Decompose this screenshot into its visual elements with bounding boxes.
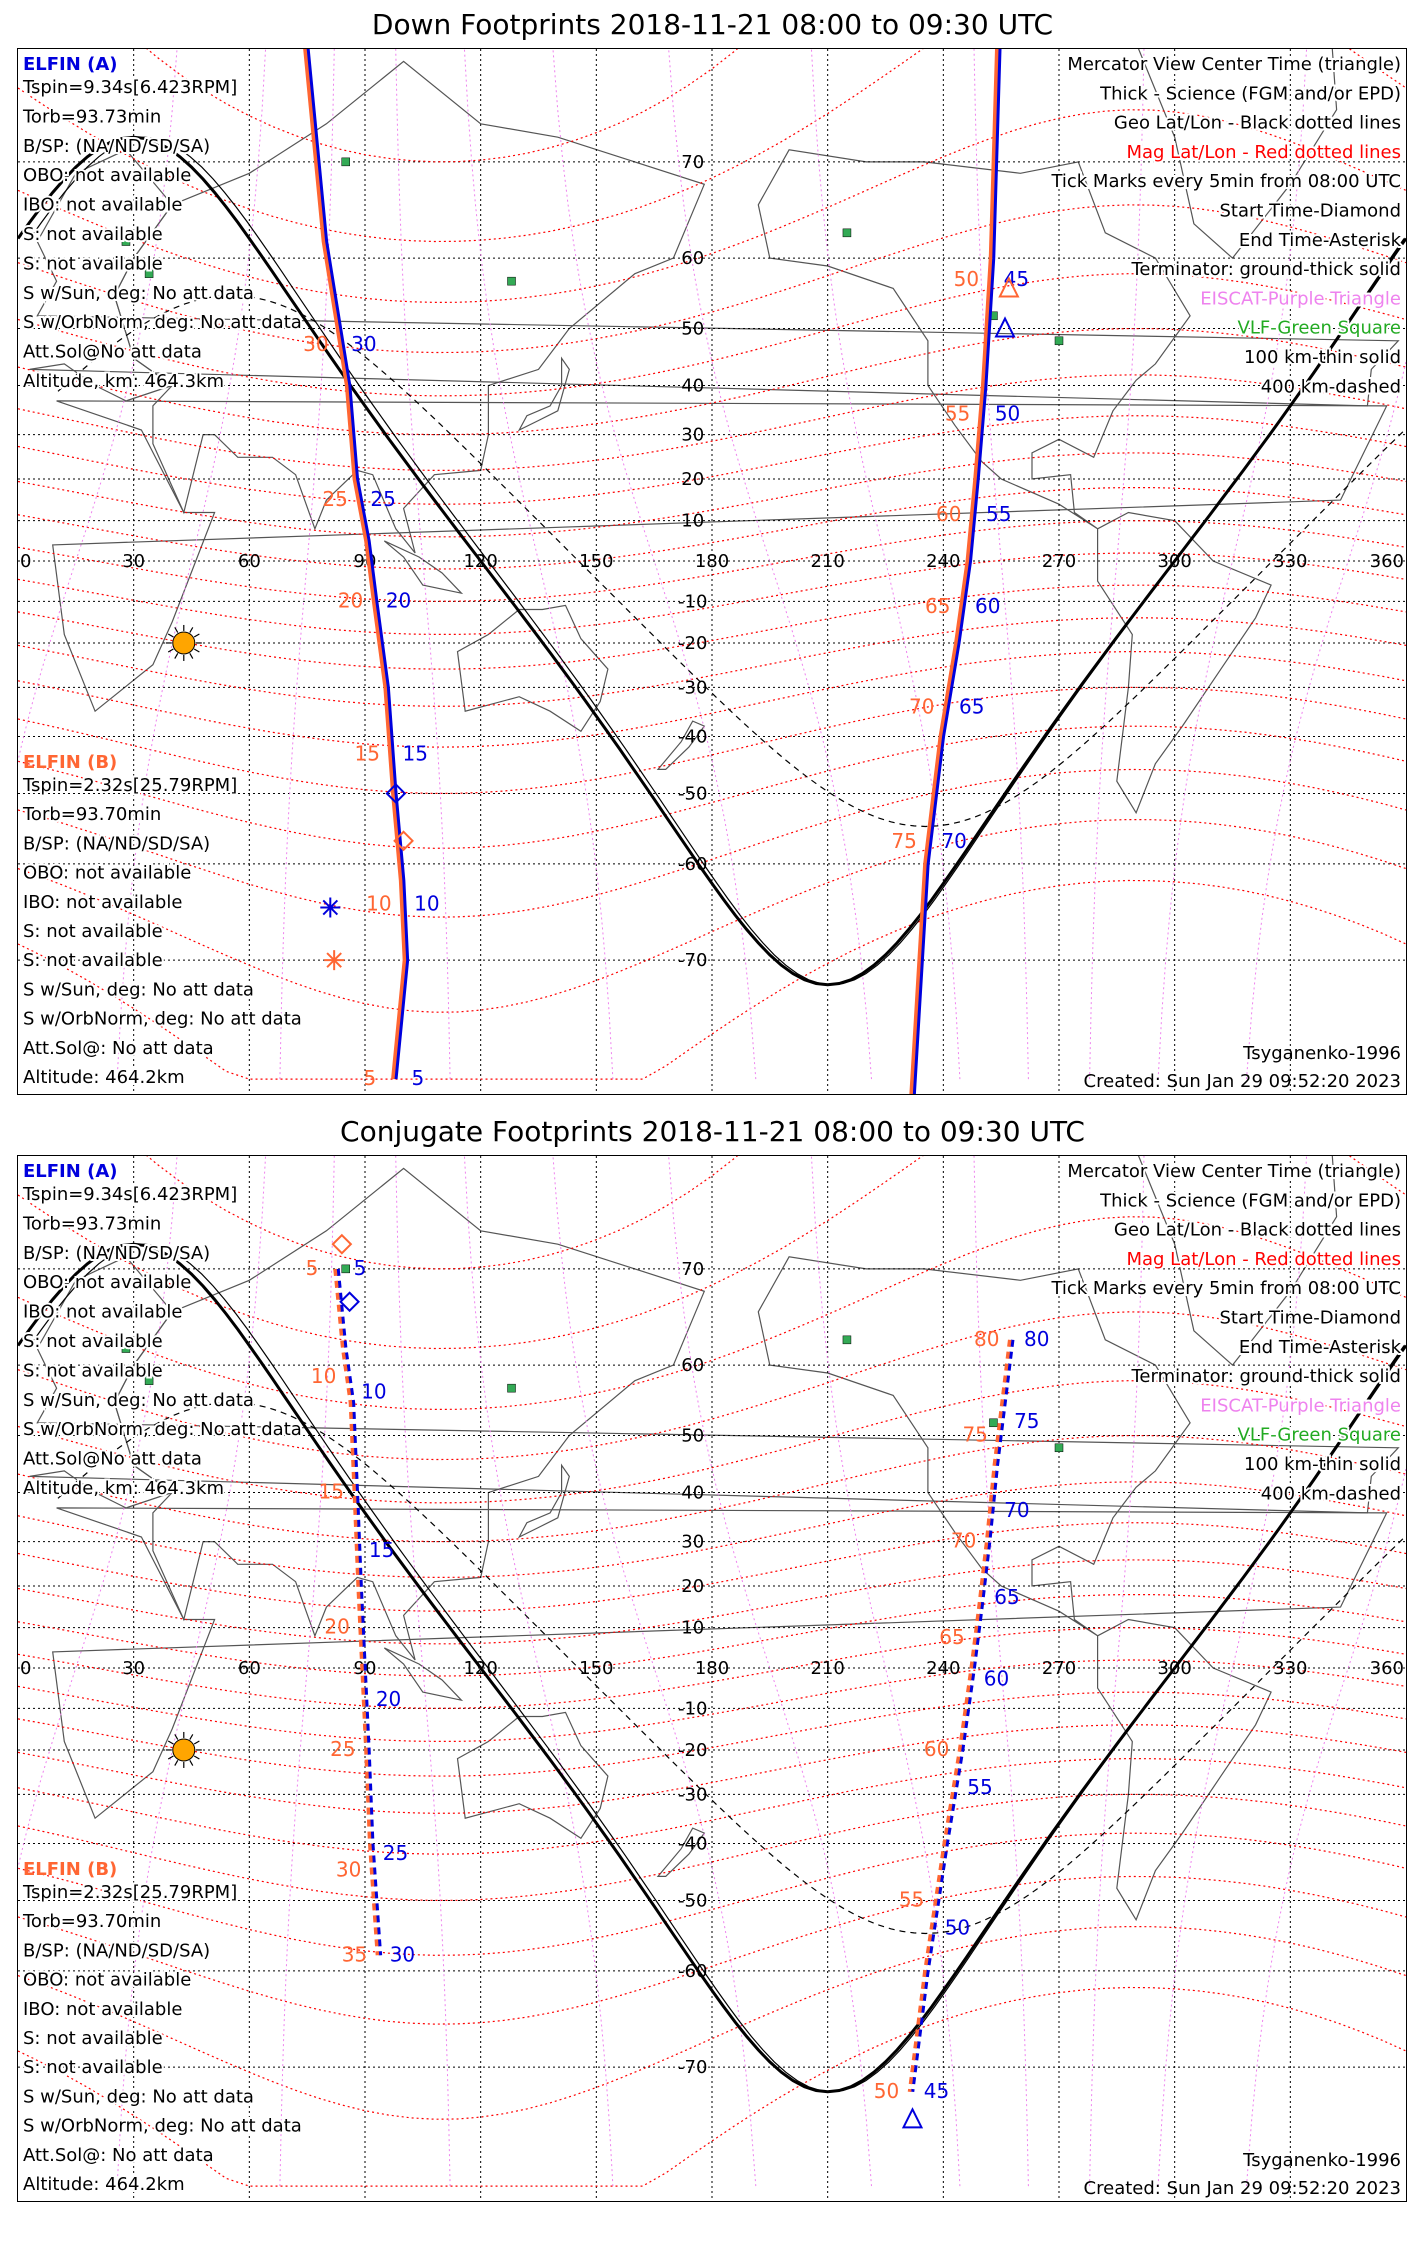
latitude-tick-label: -40 bbox=[678, 1833, 708, 1855]
elfin-a-info-title: ELFIN (A) bbox=[23, 1161, 118, 1182]
longitude-tick-label: 0 bbox=[20, 551, 32, 572]
elfin-a-east-tick-label: 55 bbox=[986, 501, 1012, 526]
elfin-a-info-line: Att.Sol@No att data bbox=[23, 1448, 202, 1470]
elfin-b-west-tick-label: 20 bbox=[337, 588, 364, 613]
elfin-b-east-tick-label: 75 bbox=[891, 828, 917, 853]
elfin-a-west-tick-label: 30 bbox=[351, 331, 377, 356]
elfin-b-east-tick-label: 50 bbox=[873, 2078, 900, 2103]
legend-entry: EISCAT-Purple Triangle bbox=[1200, 288, 1401, 310]
legend-entry: EISCAT-Purple Triangle bbox=[1200, 1395, 1401, 1417]
elfin-b-east-tick-label: 60 bbox=[923, 1736, 950, 1761]
elfin-a-info-line: IBO: not available bbox=[23, 194, 183, 216]
vlf-station-square bbox=[342, 158, 350, 166]
elfin-a-center-triangle bbox=[903, 2109, 921, 2127]
elfin-a-east-tick-label: 45 bbox=[923, 2078, 950, 2103]
elfin-a-east-tick-label: 50 bbox=[994, 401, 1021, 426]
elfin-b-west-tick-label: 25 bbox=[330, 1736, 356, 1761]
legend-entry: Thick - Science (FGM and/or EPD) bbox=[1100, 1190, 1401, 1212]
elfin-b-info-line: Torb=93.70min bbox=[23, 804, 162, 826]
elfin-a-west-tick-label: 5 bbox=[411, 1066, 425, 1091]
elfin-b-info-line: IBO: not available bbox=[23, 1998, 183, 2020]
mag-meridian-line bbox=[396, 1155, 451, 2186]
longitude-tick-label: 300 bbox=[1157, 1658, 1192, 1679]
legend-entry: Terminator: ground-thick solid bbox=[1131, 1366, 1401, 1388]
elfin-b-info-line: Torb=93.70min bbox=[23, 1911, 162, 1933]
elfin-a-info-line: S: not available bbox=[23, 224, 163, 245]
elfin-b-east-tick-label: 80 bbox=[974, 1326, 1000, 1351]
mag-latitude-line bbox=[18, 618, 1406, 707]
latitude-tick-label: -40 bbox=[678, 726, 708, 748]
elfin-a-west-tick-label: 30 bbox=[389, 1942, 416, 1967]
elfin-a-info-line: S w/Sun, deg: No att data bbox=[23, 282, 254, 304]
latitude-tick-label: -70 bbox=[678, 950, 708, 972]
longitude-tick-label: 150 bbox=[579, 551, 614, 572]
vlf-station-square bbox=[342, 1265, 350, 1273]
elfin-b-west-tick-label: 20 bbox=[324, 1614, 350, 1639]
elfin-b-east-tick-label: 55 bbox=[898, 1887, 925, 1912]
longitude-tick-label: 120 bbox=[463, 1658, 498, 1679]
elfin-b-info-title: ELFIN (B) bbox=[23, 752, 118, 773]
elfin-b-west-tick-label: 15 bbox=[354, 741, 381, 766]
sun-ray bbox=[190, 653, 193, 658]
elfin-a-east-tick-label: 65 bbox=[959, 694, 985, 719]
legend-entry: 100 km-thin solid bbox=[1244, 1454, 1401, 1475]
sun-ray bbox=[175, 1760, 178, 1765]
legend-entry: VLF-Green Square bbox=[1237, 317, 1401, 339]
continent-outline-8 bbox=[384, 541, 461, 593]
vlf-station-square bbox=[843, 1336, 851, 1344]
longitude-tick-label: 240 bbox=[926, 1658, 961, 1679]
legend-entry: 100 km-thin solid bbox=[1244, 347, 1401, 368]
vlf-station-square bbox=[508, 277, 516, 285]
elfin-a-west-tick-label: 20 bbox=[385, 588, 412, 613]
latitude-tick-label: 50 bbox=[681, 318, 705, 340]
legend-entry: Start Time-Diamond bbox=[1219, 1307, 1401, 1329]
created-timestamp: Created: Sun Jan 29 09:52:20 2023 bbox=[1083, 2178, 1401, 2199]
elfin-a-info-line: IBO: not available bbox=[23, 1301, 183, 1323]
elfin-b-east-tick-label: 70 bbox=[909, 694, 935, 719]
elfin-b-info-title: ELFIN (B) bbox=[23, 1859, 118, 1880]
created-timestamp: Created: Sun Jan 29 09:52:20 2023 bbox=[1083, 1071, 1401, 1092]
elfin-a-west-tick-label: 20 bbox=[375, 1687, 402, 1712]
longitude-tick-label: 240 bbox=[926, 551, 961, 572]
elfin-b-info-line: S: not available bbox=[23, 921, 163, 942]
elfin-a-info-line: S w/OrbNorm, deg: No att data bbox=[23, 1419, 302, 1441]
elfin-a-info-line: Torb=93.73min bbox=[23, 106, 162, 128]
conjugate-footprints-map bbox=[17, 1155, 1407, 2202]
latitude-tick-label: -10 bbox=[678, 591, 708, 613]
mag-latitude-line bbox=[18, 1725, 1406, 1814]
elfin-a-info-line: S w/Sun, deg: No att data bbox=[23, 1389, 254, 1411]
elfin-b-west-tick-label: 30 bbox=[335, 1857, 362, 1882]
elfin-a-west-tick-label: 25 bbox=[370, 487, 396, 512]
bottom-panel-title: Conjugate Footprints 2018-11-21 08:00 to 09:30 UTC bbox=[340, 1115, 1085, 1148]
elfin-b-east-tick-label: 65 bbox=[924, 594, 951, 619]
elfin-a-info-line: S: not available bbox=[23, 1331, 163, 1352]
elfin-a-info-title: ELFIN (A) bbox=[23, 54, 118, 75]
elfin-a-info-line: OBO: not available bbox=[23, 165, 192, 187]
longitude-tick-label: 360 bbox=[1369, 551, 1404, 572]
sun-icon bbox=[173, 1739, 195, 1761]
elfin-a-info-line: S: not available bbox=[23, 253, 163, 275]
latitude-tick-label: -30 bbox=[678, 677, 708, 699]
longitude-tick-label: 360 bbox=[1369, 1658, 1404, 1679]
latitude-tick-label: 30 bbox=[681, 1531, 705, 1553]
elfin-a-west-tick-label: 25 bbox=[382, 1841, 409, 1866]
mag-meridian-line bbox=[280, 48, 335, 1079]
model-name-label: Tsyganenko-1996 bbox=[1243, 2150, 1401, 2171]
sun-icon bbox=[173, 632, 195, 654]
elfin-b-west-tick-label: 10 bbox=[366, 891, 392, 916]
elfin-b-west-tick-label: 30 bbox=[303, 331, 329, 356]
latitude-tick-label: 10 bbox=[681, 510, 705, 532]
latitude-tick-label: 50 bbox=[681, 1425, 705, 1447]
elfin-a-info-line: Altitude, km: 464.3km bbox=[23, 1478, 225, 1499]
elfin-b-west-tick-label: 35 bbox=[341, 1942, 368, 1967]
elfin-b-info-line: S w/OrbNorm, deg: No att data bbox=[23, 1008, 302, 1030]
mag-latitude-line bbox=[18, 1692, 1406, 1776]
longitude-tick-label: 90 bbox=[353, 551, 377, 572]
longitude-tick-label: 30 bbox=[122, 551, 146, 572]
sun-ray bbox=[168, 634, 173, 637]
model-name-label: Tsyganenko-1996 bbox=[1243, 1043, 1401, 1064]
elfin-b-info-line: Altitude: 464.2km bbox=[23, 2174, 185, 2195]
sun-ray bbox=[190, 1734, 193, 1739]
latitude-tick-label: 10 bbox=[681, 1617, 705, 1639]
legend-entry: End Time-Asterisk bbox=[1238, 1336, 1401, 1358]
elfin-b-east-tick-label: 55 bbox=[944, 401, 971, 426]
legend-entry: Start Time-Diamond bbox=[1219, 200, 1401, 222]
elfin-b-east-tick-label: 70 bbox=[950, 1528, 977, 1553]
elfin-b-track-east bbox=[910, 1340, 1010, 2092]
vlf-station-square bbox=[843, 229, 851, 237]
down-footprints-map bbox=[17, 48, 1407, 1095]
elfin-a-west-tick-label: 15 bbox=[368, 1537, 395, 1562]
elfin-b-info-line: S w/OrbNorm, deg: No att data bbox=[23, 2115, 302, 2137]
elfin-a-info-line: Torb=93.73min bbox=[23, 1213, 162, 1235]
elfin-b-info-line: OBO: not available bbox=[23, 1969, 192, 1991]
sun-ray bbox=[194, 1756, 199, 1759]
elfin-b-west-tick-label: 10 bbox=[310, 1363, 337, 1388]
latitude-tick-label: 40 bbox=[681, 1482, 705, 1504]
latitude-tick-label: 40 bbox=[681, 375, 705, 397]
elfin-b-info-line: S: not available bbox=[23, 2057, 163, 2079]
legend-entry: Mercator View Center Time (triangle) bbox=[1067, 54, 1401, 75]
latitude-tick-label: -50 bbox=[678, 783, 708, 805]
elfin-a-info-line: Att.Sol@No att data bbox=[23, 341, 202, 363]
elfin-b-info-line: S: not available bbox=[23, 2028, 163, 2049]
legend-entry: Tick Marks every 5min from 08:00 UTC bbox=[1051, 1278, 1401, 1300]
vlf-station-square bbox=[989, 1419, 997, 1427]
longitude-tick-label: 210 bbox=[810, 1658, 845, 1679]
mag-meridian-line bbox=[974, 48, 1029, 1079]
sun-ray bbox=[190, 627, 193, 632]
sun-ray bbox=[194, 649, 199, 652]
elfin-a-info-line: S w/OrbNorm, deg: No att data bbox=[23, 312, 302, 334]
elfin-b-info-line: S w/Sun, deg: No att data bbox=[23, 2086, 254, 2108]
sun-ray bbox=[194, 634, 199, 637]
elfin-a-info-line: Tspin=9.34s[6.423RPM] bbox=[23, 1184, 238, 1205]
elfin-a-east-tick-label: 70 bbox=[1004, 1497, 1030, 1522]
elfin-b-east-tick-label: 75 bbox=[962, 1422, 988, 1447]
longitude-tick-label: 60 bbox=[237, 551, 261, 572]
latitude-tick-label: -20 bbox=[678, 632, 708, 654]
elfin-b-track-west bbox=[335, 1269, 377, 1955]
legend-entry: 400 km-dashed bbox=[1260, 376, 1401, 398]
elfin-b-east-tick-label: 60 bbox=[936, 501, 962, 526]
longitude-tick-label: 270 bbox=[1041, 551, 1077, 572]
elfin-a-east-tick-label: 50 bbox=[944, 1915, 971, 1940]
legend-entry: Geo Lat/Lon - Black dotted lines bbox=[1113, 1219, 1401, 1241]
longitude-tick-label: 330 bbox=[1273, 1658, 1308, 1679]
elfin-a-info-line: Tspin=9.34s[6.423RPM] bbox=[23, 77, 238, 98]
latitude-tick-label: 60 bbox=[681, 1355, 705, 1377]
elfin-b-info-line: B/SP: (NA/ND/SD/SA) bbox=[23, 1940, 211, 1962]
longitude-tick-label: 180 bbox=[694, 1658, 730, 1679]
legend-entry: Terminator: ground-thick solid bbox=[1131, 259, 1401, 281]
latitude-tick-label: -60 bbox=[678, 853, 708, 875]
legend-entry: Thick - Science (FGM and/or EPD) bbox=[1100, 83, 1401, 105]
elfin-b-info-line: IBO: not available bbox=[23, 891, 183, 913]
elfin-b-east-tick-label: 65 bbox=[939, 1624, 965, 1649]
longitude-tick-label: 300 bbox=[1157, 551, 1192, 572]
latitude-tick-label: -50 bbox=[678, 1890, 708, 1912]
continent-outline-7 bbox=[519, 358, 569, 430]
elfin-a-east-tick-label: 65 bbox=[994, 1585, 1020, 1610]
elfin-a-east-tick-label: 80 bbox=[1024, 1326, 1050, 1351]
latitude-tick-label: -30 bbox=[678, 1784, 708, 1806]
elfin-a-info-line: S: not available bbox=[23, 1360, 163, 1382]
elfin-b-west-tick-label: 5 bbox=[305, 1255, 319, 1280]
elfin-a-west-tick-label: 10 bbox=[361, 1379, 387, 1404]
latitude-tick-label: -60 bbox=[678, 1960, 708, 1982]
elfin-b-info-line: Att.Sol@: No att data bbox=[23, 1037, 214, 1059]
legend-entry: End Time-Asterisk bbox=[1238, 229, 1401, 251]
sun-ray bbox=[190, 1760, 193, 1765]
elfin-b-info-line: Att.Sol@: No att data bbox=[23, 2144, 214, 2166]
latitude-tick-label: 20 bbox=[681, 469, 705, 491]
elfin-b-info-line: S w/Sun, deg: No att data bbox=[23, 979, 254, 1001]
top-panel-title: Down Footprints 2018-11-21 08:00 to 09:30 UTC bbox=[371, 8, 1054, 41]
elfin-b-track-west bbox=[300, 48, 404, 1079]
longitude-tick-label: 30 bbox=[122, 1658, 146, 1679]
legend-entry: Mag Lat/Lon - Red dotted lines bbox=[1126, 141, 1401, 163]
elfin-b-info-line: Tspin=2.32s[25.79RPM] bbox=[23, 1882, 238, 1903]
elfin-b-info-line: OBO: not available bbox=[23, 862, 192, 884]
sun-ray bbox=[168, 1741, 173, 1744]
sun-ray bbox=[175, 653, 178, 658]
elfin-a-east-tick-label: 55 bbox=[967, 1774, 993, 1799]
legend-entry: VLF-Green Square bbox=[1237, 1424, 1401, 1446]
elfin-a-info-line: B/SP: (NA/ND/SD/SA) bbox=[23, 135, 211, 157]
longitude-tick-label: 150 bbox=[579, 1658, 614, 1679]
longitude-tick-label: 270 bbox=[1041, 1658, 1077, 1679]
elfin-b-info-line: S: not available bbox=[23, 950, 163, 972]
elfin-a-east-tick-label: 70 bbox=[941, 828, 967, 853]
elfin-a-info-line: OBO: not available bbox=[23, 1272, 192, 1294]
latitude-tick-label: -20 bbox=[678, 1739, 708, 1761]
longitude-tick-label: 330 bbox=[1273, 551, 1308, 572]
elfin-a-info-line: Altitude, km: 464.3km bbox=[23, 371, 225, 392]
elfin-a-info-line: B/SP: (NA/ND/SD/SA) bbox=[23, 1242, 211, 1264]
elfin-a-east-tick-label: 60 bbox=[974, 594, 1001, 619]
continent-outline-7 bbox=[519, 1465, 569, 1537]
longitude-tick-label: 0 bbox=[20, 1658, 32, 1679]
elfin-b-west-tick-label: 5 bbox=[363, 1066, 377, 1091]
elfin-a-west-tick-label: 15 bbox=[402, 741, 429, 766]
legend-entry: Mag Lat/Lon - Red dotted lines bbox=[1126, 1248, 1401, 1270]
latitude-tick-label: 20 bbox=[681, 1576, 705, 1598]
elfin-a-east-tick-label: 45 bbox=[1003, 267, 1030, 292]
legend-entry: 400 km-dashed bbox=[1260, 1483, 1401, 1505]
latitude-tick-label: -10 bbox=[678, 1698, 708, 1720]
elfin-b-west-tick-label: 15 bbox=[318, 1479, 345, 1504]
legend-entry: Tick Marks every 5min from 08:00 UTC bbox=[1051, 171, 1401, 193]
longitude-tick-label: 90 bbox=[353, 1658, 377, 1679]
elfin-b-info-line: B/SP: (NA/ND/SD/SA) bbox=[23, 833, 211, 855]
longitude-tick-label: 210 bbox=[810, 551, 845, 572]
latitude-tick-label: 70 bbox=[681, 151, 705, 173]
elfin-b-info-line: Altitude: 464.2km bbox=[23, 1067, 185, 1088]
legend-entry: Geo Lat/Lon - Black dotted lines bbox=[1113, 112, 1401, 134]
vlf-station-square bbox=[1055, 1444, 1063, 1452]
latitude-tick-label: 30 bbox=[681, 424, 705, 446]
elfin-b-start-diamond bbox=[333, 1235, 351, 1253]
vlf-station-square bbox=[1055, 337, 1063, 345]
longitude-tick-label: 60 bbox=[237, 1658, 261, 1679]
elfin-a-west-tick-label: 10 bbox=[414, 891, 440, 916]
elfin-b-info-line: Tspin=2.32s[25.79RPM] bbox=[23, 775, 238, 796]
longitude-tick-label: 120 bbox=[463, 551, 498, 572]
vlf-station-square bbox=[508, 1384, 516, 1392]
latitude-tick-label: 60 bbox=[681, 248, 705, 270]
legend-entry: Mercator View Center Time (triangle) bbox=[1067, 1161, 1401, 1182]
elfin-a-west-tick-label: 5 bbox=[353, 1255, 367, 1280]
sun-ray bbox=[194, 1741, 199, 1744]
elfin-a-east-tick-label: 60 bbox=[983, 1666, 1010, 1691]
mag-meridian-line bbox=[280, 1155, 335, 2186]
latitude-tick-label: 70 bbox=[681, 1258, 705, 1280]
elfin-b-east-tick-label: 50 bbox=[953, 267, 980, 292]
mag-latitude-line bbox=[18, 585, 1406, 669]
elfin-a-east-tick-label: 75 bbox=[1014, 1408, 1040, 1433]
latitude-tick-label: -70 bbox=[678, 2057, 708, 2079]
elfin-b-west-tick-label: 25 bbox=[322, 487, 348, 512]
longitude-tick-label: 180 bbox=[694, 551, 730, 572]
